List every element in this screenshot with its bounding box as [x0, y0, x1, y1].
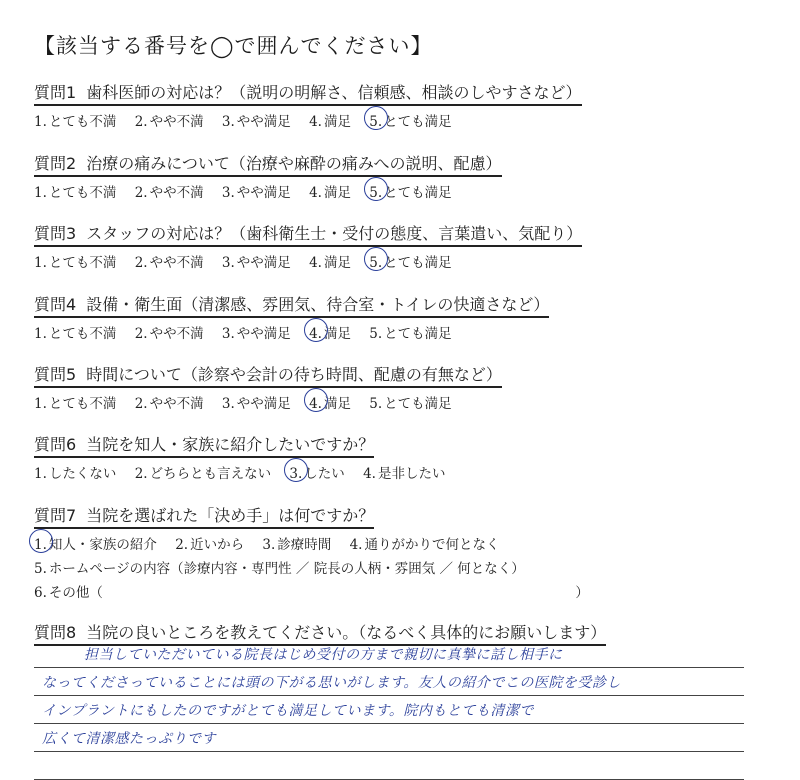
option-3[interactable]: 3. やや満足	[221, 185, 291, 201]
question-options-row-1	[34, 533, 794, 553]
option-4[interactable]: 4. 満足	[309, 255, 351, 271]
answer-line	[34, 696, 744, 724]
answer-line	[34, 724, 744, 752]
option-1[interactable]: 1. とても不満	[34, 396, 117, 412]
question-options	[34, 462, 794, 482]
option-5-selected[interactable]: 5. とても満足	[369, 181, 451, 201]
other-blank-close: ）	[575, 585, 589, 601]
question-3	[34, 221, 794, 271]
question-5	[34, 362, 794, 412]
question-title: 質問2 治療の痛みについて（治療や麻酔の痛みへの説明、配慮）	[34, 151, 502, 177]
question-title: 質問3 スタッフの対応は？（歯科衛生士・受付の態度、言葉遣い、気配り）	[34, 221, 582, 247]
question-title: 質問6 当院を知人・家族に紹介したいですか？	[34, 432, 374, 458]
answer-area[interactable]	[34, 640, 744, 780]
option-5-selected[interactable]: 5. とても満足	[369, 251, 451, 271]
question-title: 質問8 当院の良いところを教えてください。（なるべく具体的にお願いします）	[34, 620, 606, 646]
question-7	[34, 503, 794, 601]
handwritten-text: なってくださっていることには頭の下がる思いがします。友人の紹介でこの医院を受診し	[42, 675, 621, 691]
question-options	[34, 181, 794, 201]
question-options-row-3	[34, 581, 794, 601]
handwritten-text: 担当していただいている院長はじめ受付の方まで親切に真摯に話し相手に	[84, 647, 563, 663]
option-2[interactable]: 2. やや不満	[134, 396, 204, 412]
option-4-selected[interactable]: 4. 満足	[309, 392, 351, 412]
option-4[interactable]: 4. 通りがかりで何となく	[349, 537, 500, 553]
handwritten-text: 広くて清潔感たっぷりです	[42, 731, 216, 747]
option-5[interactable]: 5. とても満足	[369, 326, 452, 342]
question-title: 質問4 設備・衛生面（清潔感、雰囲気、待合室・トイレの快適さなど）	[34, 292, 549, 318]
option-3[interactable]: 3. やや満足	[221, 396, 291, 412]
option-4[interactable]: 4. 是非したい	[363, 466, 446, 482]
question-6	[34, 432, 794, 482]
answer-line	[34, 668, 744, 696]
handwritten-text: インプラントにもしたのですがとても満足しています。院内もとても清潔で	[42, 703, 534, 719]
question-2	[34, 151, 794, 201]
answer-line	[34, 752, 744, 780]
question-options	[34, 110, 794, 130]
option-1-selected[interactable]: 1. 知人・家族の紹介	[34, 533, 157, 553]
question-options	[34, 251, 794, 271]
option-2[interactable]: 2. やや不満	[134, 114, 204, 130]
question-options-row-2	[34, 557, 794, 577]
option-1[interactable]: 1. とても不満	[34, 114, 117, 130]
question-options	[34, 392, 794, 412]
question-4	[34, 292, 794, 342]
option-4[interactable]: 4. 満足	[309, 114, 351, 130]
option-4-selected[interactable]: 4. 満足	[309, 322, 351, 342]
option-1[interactable]: 1. とても不満	[34, 326, 117, 342]
option-5[interactable]: 5. とても満足	[369, 396, 452, 412]
option-2[interactable]: 2. 近いから	[175, 537, 245, 553]
option-3[interactable]: 3. やや満足	[221, 255, 291, 271]
page-heading: 【該当する番号を◯で囲んでください】	[34, 34, 433, 58]
option-1[interactable]: 1. とても不満	[34, 185, 117, 201]
option-5[interactable]: 5. ホームページの内容（診療内容・専門性 ／ 院長の人柄・雰囲気 ／ 何となく）	[34, 561, 525, 577]
option-6[interactable]: 6. その他（ ）	[34, 581, 589, 601]
option-3[interactable]: 3. やや満足	[221, 114, 291, 130]
option-4[interactable]: 4. 満足	[309, 185, 351, 201]
answer-line	[34, 640, 744, 668]
question-title: 質問1 歯科医師の対応は？（説明の明解さ、信頼感、相談のしやすさなど）	[34, 80, 582, 106]
option-3[interactable]: 3. やや満足	[221, 326, 291, 342]
question-options	[34, 322, 794, 342]
option-2[interactable]: 2. やや不満	[134, 185, 204, 201]
question-1	[34, 80, 794, 130]
option-1[interactable]: 1. とても不満	[34, 255, 117, 271]
question-title: 質問5 時間について（診察や会計の待ち時間、配慮の有無など）	[34, 362, 502, 388]
option-3-selected[interactable]: 3. したい	[289, 462, 344, 482]
option-3[interactable]: 3. 診療時間	[262, 537, 332, 553]
option-2[interactable]: 2. やや不満	[134, 326, 204, 342]
option-5-selected[interactable]: 5. とても満足	[369, 110, 451, 130]
option-1[interactable]: 1. したくない	[34, 466, 117, 482]
option-2[interactable]: 2. どちらとも言えない	[134, 466, 272, 482]
option-2[interactable]: 2. やや不満	[134, 255, 204, 271]
question-title: 質問7 当院を選ばれた「決め手」は何ですか？	[34, 503, 374, 529]
